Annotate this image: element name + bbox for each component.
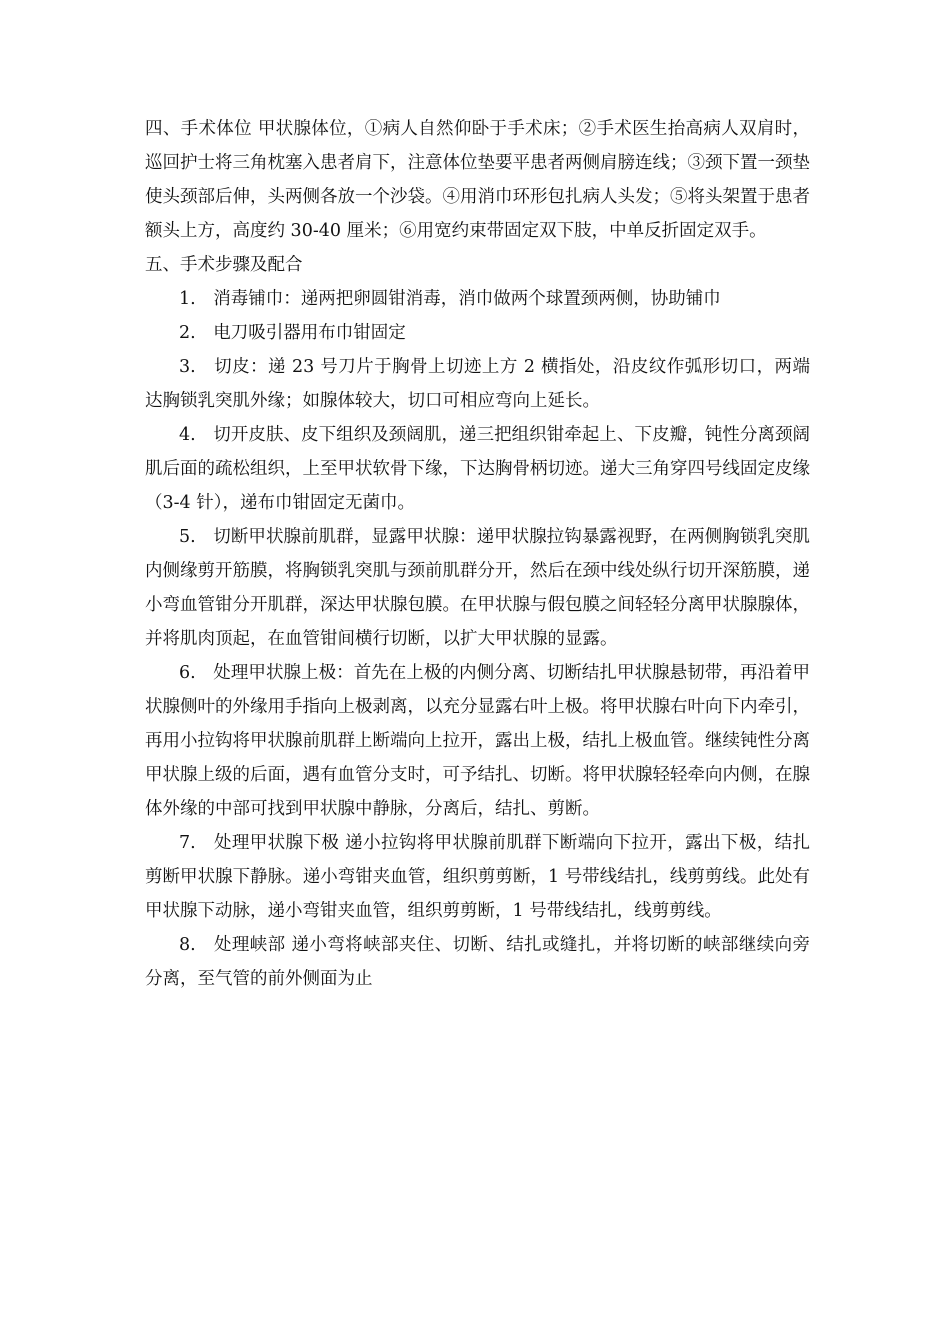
step-6: 6. 处理甲状腺上极：首先在上极的内侧分离、切断结扎甲状腺悬韧带，再沿着甲状腺侧叶的外缘用手指向上极剥离，以充分显露右叶上极。将甲状腺右叶向下内牵引，再用小拉钩将甲状腺前肌群上断端向上拉开，露出上极，结扎上极血管。继续钝性分离甲状腺上级的后面，遇有血管分支时，可予结扎、切断。将甲状腺轻轻牵向内侧，在腺体外缘的中部可找到甲状腺中静脉，分离后，结扎、剪断。 — [145, 663, 810, 819]
step-4: 4. 切开皮肤、皮下组织及颈阔肌，递三把组织钳牵起上、下皮瓣，钝性分离颈阔肌后面的疏松组织，上至甲状软骨下缘，下达胸骨柄切迹。递大三角穿四号线固定皮缘（3-4 针），递布巾钳固定无菌巾。 — [145, 425, 810, 513]
step-5: 5. 切断甲状腺前肌群，显露甲状腺：递甲状腺拉钩暴露视野，在两侧胸锁乳突肌内侧缘剪开筋膜，将胸锁乳突肌与颈前肌群分开，然后在颈中线处纵行切开深筋膜，递小弯血管钳分开肌群，深达甲状腺包膜。在甲状腺与假包膜之间轻轻分离甲状腺腺体，并将肌肉顶起，在血管钳间横行切断，以扩大甲状腺的显露。 — [145, 527, 810, 649]
step-3: 3. 切皮：递 23 号刀片于胸骨上切迹上方 2 横指处，沿皮纹作弧形切口，两端达胸锁乳突肌外缘；如腺体较大，切口可相应弯向上延长。 — [145, 357, 810, 411]
document-page — [145, 112, 810, 996]
step-2: 2. 电刀吸引器用布巾钳固定 — [179, 323, 406, 343]
step-1: 1. 消毒铺巾：递两把卵圆钳消毒，消巾做两个球置颈两侧，协助铺巾 — [179, 289, 721, 309]
step-8: 8. 处理峡部 递小弯将峡部夹住、切断、结扎或缝扎，并将切断的峡部继续向旁分离，至气管的前外侧面为止 — [145, 935, 810, 989]
section-5-heading: 五、手术步骤及配合 — [145, 255, 303, 275]
step-7: 7. 处理甲状腺下极 递小拉钩将甲状腺前肌群下断端向下拉开，露出下极，结扎剪断甲状腺下静脉。递小弯钳夹血管，组织剪剪断，1 号带线结扎，线剪剪线。此处有甲状腺下动脉，递小弯钳夹血管，组织剪剪断，1 号带线结扎，线剪剪线。 — [145, 833, 810, 921]
section-4-paragraph: 四、手术体位 甲状腺体位，①病人自然仰卧于手术床；②手术医生抬高病人双肩时，巡回护士将三角枕塞入患者肩下，注意体位垫要平患者两侧肩膀连线；③颈下置一颈垫使头颈部后伸，头两侧各放一个沙袋。④用消巾环形包扎病人头发；⑤将头架置于患者额头上方，高度约 30-40 厘米；⑥用宽约束带固定双下肢，中单反折固定双手。 — [145, 119, 810, 241]
